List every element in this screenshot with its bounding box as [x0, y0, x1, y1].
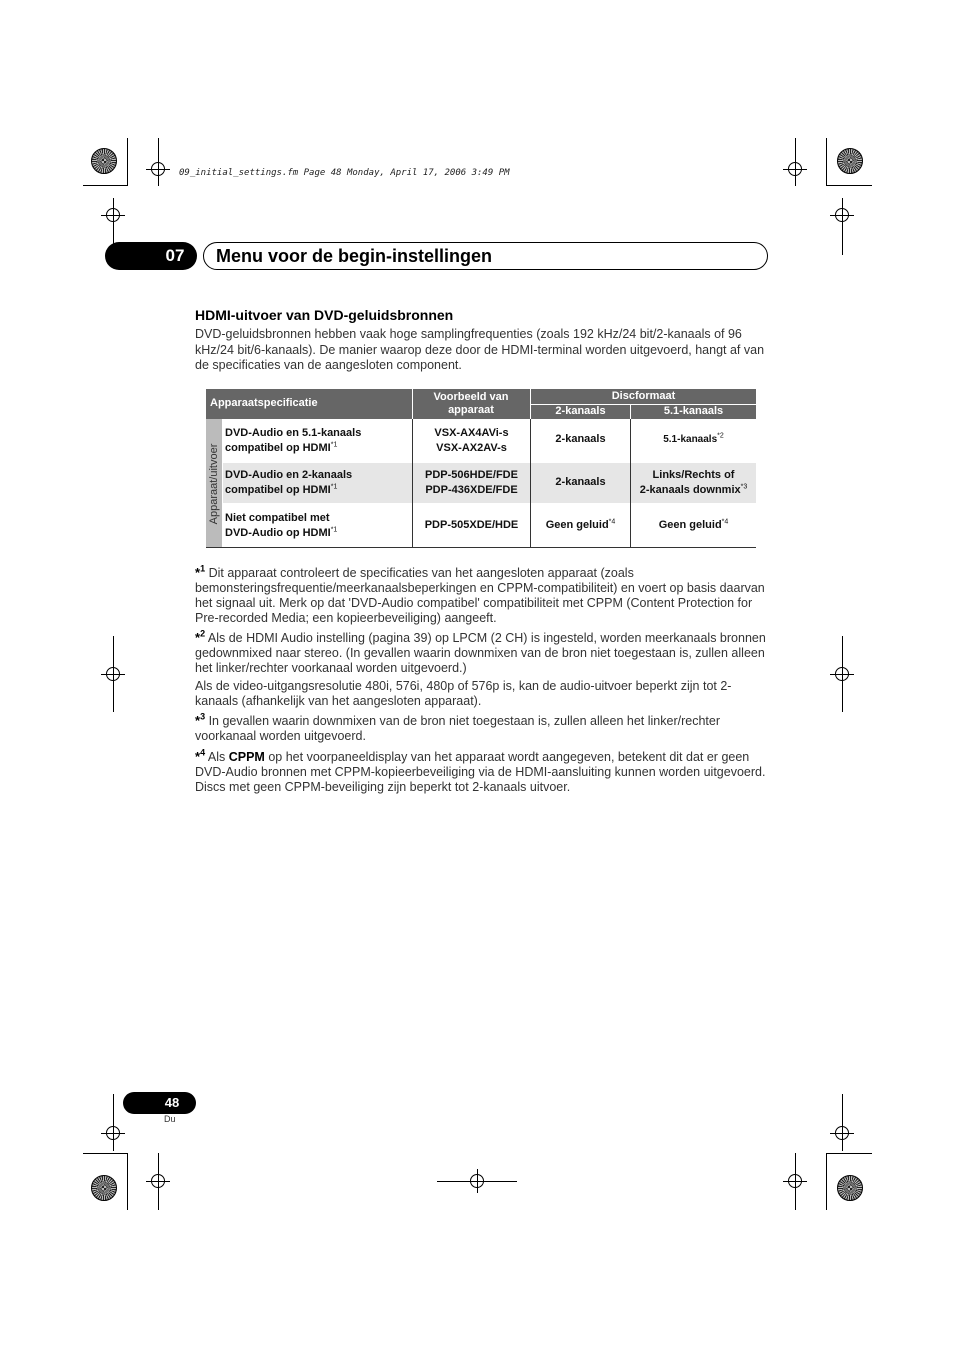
row-example-line2: VSX-AX2AV-s — [436, 442, 507, 454]
footnote-marker: 2 — [200, 628, 206, 639]
row-2ch-text: Geen geluid — [545, 519, 609, 531]
footnote-text-pre: Als — [207, 750, 226, 764]
row-51ch-text: Geen geluid — [658, 519, 722, 531]
file-header: 09_initial_settings.fm Page 48 Monday, April 17, 2006 3:49 PM — [179, 168, 510, 178]
row-spec-line1: Niet compatibel met — [225, 512, 330, 524]
row-51ch-line1: Links/Rechts of — [652, 469, 735, 481]
footnote-2-extra: Als de video-uitgangsresolutie 480i, 576i, 480p of 576p is, kan de audio-uitvoer beperkt zijn tot 2-kanaals (afhankelijk van het aangesloten apparaat). — [195, 679, 732, 708]
row-2ch: 2-kanaals — [555, 476, 606, 488]
chapter-title: Menu voor de begin-instellingen — [216, 246, 493, 266]
hdmi-output-table — [206, 389, 756, 548]
cppm-label: CPPM — [228, 750, 265, 764]
row-51ch — [631, 518, 756, 533]
footnote-ref: *1 — [330, 483, 338, 491]
footnote-ref: *2 — [717, 432, 724, 440]
row-spec-line1: DVD-Audio en 2-kanaals — [225, 469, 353, 481]
page-number: 48 — [164, 1095, 180, 1110]
header-voorbeeld: Voorbeeld van apparaat — [433, 391, 509, 416]
footnote-4: *$^4$ Als CPPM op het voorpaneeldisplay van het apparaat wordt aangegeven, betekent dit dat er geen DVD-Audio bronnen met CPPM-kopieerbeveiliging via de HDMI-aansluiting kunnen worden uitgevoerd. Discs met geen CPPM-beveiliging zijn beperkt tot 2-kanaals uitvoer. — [195, 747, 766, 794]
footnote-ref: *3 — [740, 483, 748, 491]
row-example: PDP-505XDE/HDE — [424, 519, 519, 531]
row-51ch — [631, 468, 756, 498]
row-2ch — [531, 518, 630, 533]
row-spec-line2: compatibel op HDMI — [225, 442, 331, 454]
registration-starburst-icon — [837, 1175, 863, 1201]
footnote-marker: 4 — [200, 747, 206, 758]
footnote-text: In gevallen waarin downmixen van de bron niet toegestaan is, zullen alleen het linker/rechter voorkanaal worden uitgevoerd. — [195, 714, 720, 743]
row-51ch-line2: 2-kanaals downmix — [639, 484, 741, 496]
footnote-ref: *1 — [330, 526, 338, 534]
section-title: HDMI-uitvoer van DVD-geluidsbronnen — [195, 307, 454, 323]
row-spec-line2: compatibel op HDMI — [225, 484, 331, 496]
section-intro: DVD-geluidsbronnen hebben vaak hoge samplingfrequenties (zoals 192 kHz/24 bit/2-kanaals of 96 kHz/24 bit/6-kanaals). De manier waarop deze door de HDMI-terminal worden uitgevoerd, hangt af van de specificaties van de aangesloten component. — [195, 327, 765, 372]
footnote-ref: *1 — [330, 441, 338, 449]
header-apparaatspecificatie: Apparaatspecificatie — [210, 397, 318, 409]
footnote-text: op het voorpaneeldisplay van het apparaat wordt aangegeven, betekent dit dat er geen DVD-Audio bronnen met CPPM-kopieerbeveiliging via de HDMI-aansluiting kunnen worden uitgevoerd. Discs met geen CPPM-beveiliging zijn beperkt tot 2-kanaals uitvoer. — [195, 750, 766, 794]
row-example — [413, 468, 530, 498]
footnote-ref: *4 — [721, 518, 729, 526]
row-spec-line1: DVD-Audio en 5.1-kanaals — [225, 427, 362, 439]
row-spec — [225, 426, 361, 456]
row-51ch-text: 5.1-kanaals — [663, 434, 718, 445]
registration-starburst-icon — [91, 1175, 117, 1201]
row-51ch — [631, 432, 756, 447]
row-2ch: 2-kanaals — [555, 433, 606, 445]
row-example-line1: VSX-AX4AVi-s — [434, 427, 509, 439]
footnote-2: *$^2$ Als de HDMI Audio instelling (pagina 39) op LPCM (2 CH) is ingesteld, worden meerkanaals bronnen gedownmixed naar stereo. (In gevallen waarin downmixen van de bron niet toegestaan is, zullen alleen het linker/rechter voorkanaal worden uitgevoerd.) — [195, 628, 766, 675]
footnote-ref: *4 — [608, 518, 616, 526]
chapter-number: 07 — [165, 246, 185, 265]
registration-starburst-icon — [837, 148, 863, 174]
row-spec-line2: DVD-Audio op HDMI — [225, 527, 331, 539]
registration-starburst-icon — [91, 148, 117, 174]
header-2-kanaals: 2-kanaals — [555, 405, 606, 417]
side-label: Apparaat/uitvoer — [208, 443, 220, 524]
footnote-marker: 1 — [200, 563, 206, 574]
footnote-1: *$^1$ Dit apparaat controleert de specificaties van het aangesloten apparaat (zoals bemonsteringsfrequentie/meerkanaalsbeperkingen en CPPM-compatibiliteit) en voert op basis daarvan het signaal uit. Merk op dat 'DVD-Audio compatibel' compatibiliteit met CPPM (Content Protection for Pre-recorded Media; een kopieerbeveiliging) aangeeft. — [195, 563, 765, 625]
footnote-3: *$^3$ In gevallen waarin downmixen van de bron niet toegestaan is, zullen alleen het linker/rechter voorkanaal worden uitgevoerd. — [195, 711, 720, 743]
header-5-1-kanaals: 5.1-kanaals — [663, 405, 724, 417]
row-example-line1: PDP-506HDE/FDE — [425, 469, 518, 481]
page-language: Du — [164, 1114, 176, 1124]
footnote-text: Dit apparaat controleert de specificaties van het aangesloten apparaat (zoals bemonsteringsfrequentie/meerkanaalsbeperkingen en CPPM-compatibiliteit) en voert op basis daarvan het signaal uit. Merk op dat 'DVD-Audio compatibel' compatibiliteit met CPPM (Content Protection for Pre-recorded Media; een kopieerbeveiliging) aangeeft. — [195, 566, 765, 625]
row-example — [413, 426, 530, 456]
footnote-text: Als de HDMI Audio instelling (pagina 39) op LPCM (2 CH) is ingesteld, worden meerkanaals bronnen gedownmixed naar stereo. (In gevallen waarin downmixen van de bron niet toegestaan is, zullen alleen het linker/rechter voorkanaal worden uitgevoerd.) — [195, 631, 766, 675]
header-discformaat: Discformaat — [611, 390, 676, 402]
row-spec — [225, 468, 352, 498]
row-example-line2: PDP-436XDE/FDE — [425, 484, 518, 496]
footnote-marker: 3 — [200, 711, 206, 722]
row-spec — [225, 511, 337, 541]
